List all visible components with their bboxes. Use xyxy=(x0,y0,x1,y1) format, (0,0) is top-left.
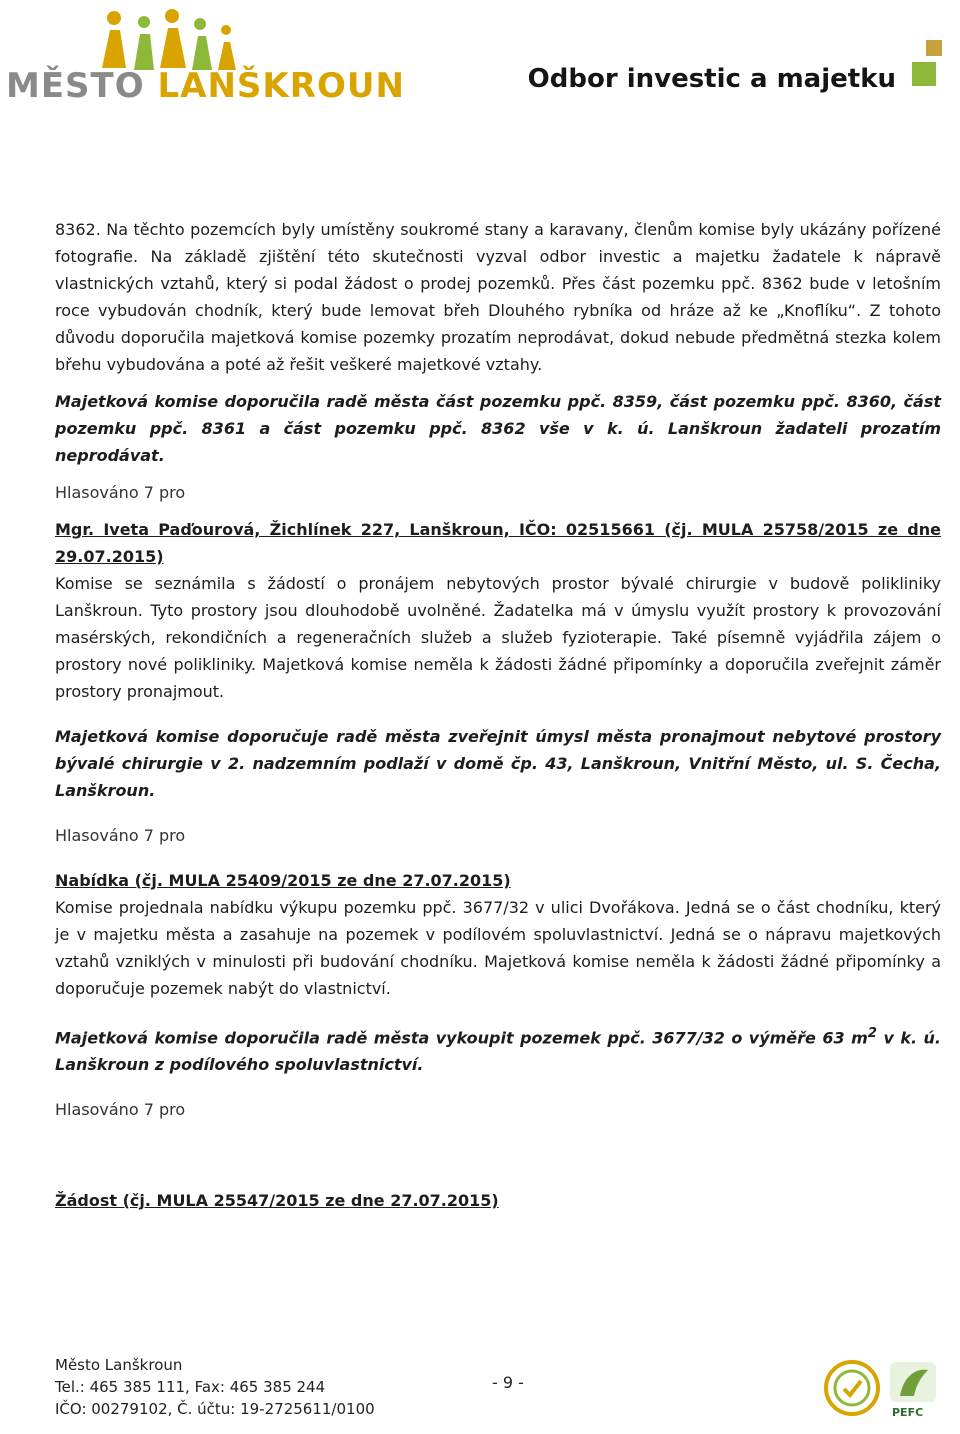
logo-wordmark: MĚSTO LANŠKROUN xyxy=(6,66,405,106)
resolution-1: Majetková komise doporučila radě města část pozemku ppč. 8359, část pozemku ppč. 8360, část pozemku ppč. 8361 a část pozemku ppč. 8362 vše v k. ú. Lanškroun žadateli prozatím neprodávat. xyxy=(55,392,941,465)
section-heading-3: Nabídka (čj. MULA 25409/2015 ze dne 27.07.2015) xyxy=(55,871,511,890)
paragraph-1: 8362. Na těchto pozemcích byly umístěny soukromé stany a karavany, členům komise byly ukázány pořízené fotografie. Na základě zjištění této skutečnosti vyzval odbor investic a majetku žadatele k nápravě vlastnických vztahů, který si podal žádost o prodej pozemků. Přes část pozemku ppč. 8362 bude v letošním roce vybudován chodník, který bude lemovat břeh Dlouhého rybníka od hráze až ke „Knoflíku“. Z tohoto důvodu doporučila majetková komise pozemky prozatím neprodávat, dokud nebude předmětná stezka kolem břehu vybudována a poté až řešit veškeré majetkové vztahy. xyxy=(55,220,941,374)
paragraph-2: Komise se seznámila s žádostí o pronájem nebytových prostor bývalé chirurgie v budově polikliniky Lanškroun. Tyto prostory jsou dlouhodobě uvolněné. Žadatelka má v úmyslu využít prostory k provozování masérských, rekondičních a regeneračních služeb a služeb fyzioterapie. Také písemně vyjádřila zájem o prostory nové polikliniky. Majetková komise neměla k žádosti žádné připomínky a doporučila zveřejnit záměr prostory pronajmout. xyxy=(55,574,941,701)
footer-phone: Tel.: 465 385 111, Fax: 465 385 244 xyxy=(55,1378,326,1396)
page-header xyxy=(0,0,960,130)
document-body xyxy=(55,216,941,1214)
section-heading-2: Mgr. Iveta Paďourová, Žichlínek 227, Lanškroun, IČO: 02515661 (čj. MULA 25758/2015 ze dne 29.07.2015) xyxy=(55,520,941,566)
section-heading-4: Žádost (čj. MULA 25547/2015 ze dne 27.07.2015) xyxy=(55,1191,499,1211)
vote-result-3: Hlasováno 7 pro xyxy=(55,1100,186,1120)
paragraph-3: Komise projednala nabídku výkupu pozemku ppč. 3677/32 v ulici Dvořákova. Jedná se o část chodníku, který je v majetku města a zasahuje na pozemek v podílovém spoluvlastnictví. Jedná se o nápravu majetkových vztahů vzniklých v minulosti při budování chodníku. Majetková komise neměla k žádosti žádné připomínky a doporučuje pozemek nabýt do vlastnictví. xyxy=(55,898,941,998)
iso-sgs-icon xyxy=(822,1356,942,1420)
department-title: Odbor investic a majetku xyxy=(527,64,896,94)
resolution-3: Majetková komise doporučila radě města vykoupit pozemek ppč. 3677/32 o výměře 63 $m^2$ v k. ú. Lanškroun z podílového spoluvlastnictví. xyxy=(55,1026,942,1075)
footer-ico: IČO: 00279102, Č. účtu: 19-2725611/0100 xyxy=(55,1400,375,1418)
town-logo xyxy=(0,8,405,126)
certification-logos xyxy=(822,1356,942,1420)
footer-town-name: Město Lanškroun xyxy=(55,1356,183,1374)
vote-result-2: Hlasováno 7 pro xyxy=(55,826,186,845)
page-number: - 9 - xyxy=(492,1373,524,1392)
vote-result-1: Hlasováno 7 pro xyxy=(55,483,186,502)
resolution-2: Majetková komise doporučuje radě města zveřejnit úmysl města pronajmout nebytové prostory bývalé chirurgie v 2. nadzemním podlaží v domě čp. 43, Lanškroun, Vnitřní Město, ul. S. Čecha, Lanškroun. xyxy=(55,727,941,800)
footer-contact xyxy=(55,1354,375,1420)
header-squares-decoration xyxy=(912,40,946,90)
svg-text:PEFC: PEFC xyxy=(892,1406,924,1419)
